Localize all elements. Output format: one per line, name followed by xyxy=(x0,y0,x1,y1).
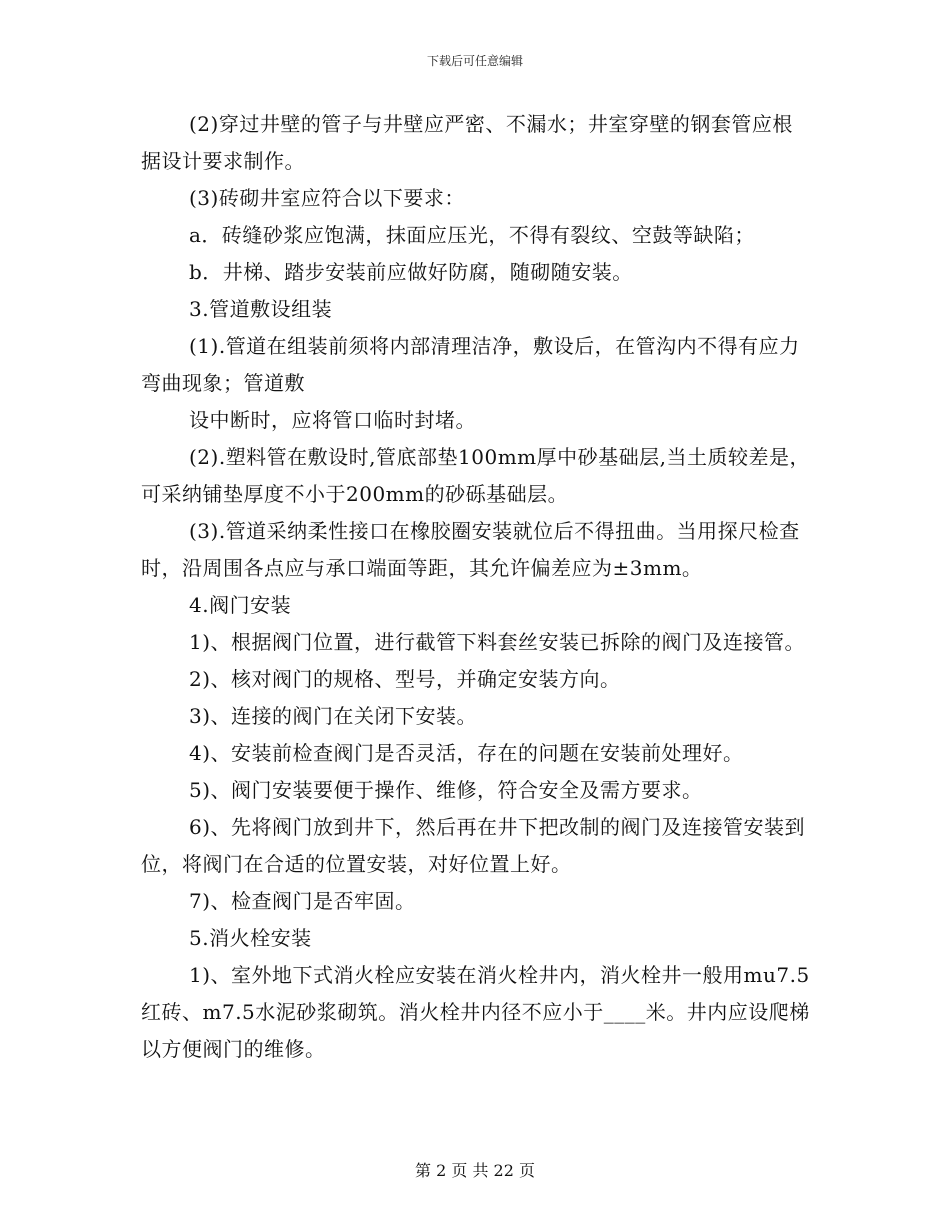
paragraph: 3)、连接的阀门在关闭下安装。 xyxy=(189,704,478,728)
paragraph: (2)穿过井壁的管子与井壁应严密、不漏水；井室穿壁的钢套管应根据设计要求制作。 xyxy=(141,112,793,173)
paragraph: 1)、根据阀门位置，进行截管下料套丝安装已拆除的阀门及连接管。 xyxy=(189,630,806,654)
paragraph: 7)、检查阀门是否牢固。 xyxy=(189,889,416,913)
paragraph: (1).管道在组装前须将内部清理洁净，敷设后，在管沟内不得有应力弯曲现象；管道敷 xyxy=(141,334,800,395)
paragraph: (2).塑料管在敷设时,管底部垫100mm厚中砂基础层,当土质较差是，可采纳铺垫厚度不小于200mm的砂砾基础层。 xyxy=(141,445,811,506)
paragraph: 1)、室外地下式消火栓应安装在消火栓井内，消火栓井一般用mu7.5红砖、m7.5水泥砂浆砌筑。消火栓井内径不应小于____米。井内应设爬梯以方便阀门的维修。 xyxy=(141,963,810,1061)
paragraph: 5)、阀门安装要便于操作、维修，符合安全及需方要求。 xyxy=(189,778,703,802)
paragraph: (3)砖砌井室应符合以下要求： xyxy=(189,186,465,210)
page-footer: 第 2 页 共 22 页 xyxy=(415,1161,535,1180)
paragraph: 4)、安装前检查阀门是否灵活，存在的问题在安装前处理好。 xyxy=(189,741,744,765)
paragraph: 5.消火栓安装 xyxy=(189,926,312,950)
paragraph: 3.管道敷设组装 xyxy=(189,297,333,321)
paragraph: 4.阀门安装 xyxy=(189,593,292,617)
page-header: 下载后可任意编辑 xyxy=(426,54,523,68)
paragraph: a．砖缝砂浆应饱满，抹面应压光，不得有裂纹、空鼓等缺陷； xyxy=(189,223,755,247)
paragraph: b．井梯、踏步安装前应做好防腐，随砌随安装。 xyxy=(189,260,633,284)
paragraph: 2)、核对阀门的规格、型号，并确定安装方向。 xyxy=(189,667,621,691)
paragraph: 6)、先将阀门放到井下，然后再在井下把改制的阀门及连接管安装到位，将阀门在合适的位置安装，对好位置上好。 xyxy=(141,815,806,876)
document-body xyxy=(141,106,811,1068)
paragraph: (3).管道采纳柔性接口在橡胶圈安装就位后不得扭曲。当用探尺检查时，沿周围各点应与承口端面等距，其允许偏差应为±3mm。 xyxy=(141,519,800,580)
paragraph: 设中断时，应将管口临时封堵。 xyxy=(189,408,476,432)
